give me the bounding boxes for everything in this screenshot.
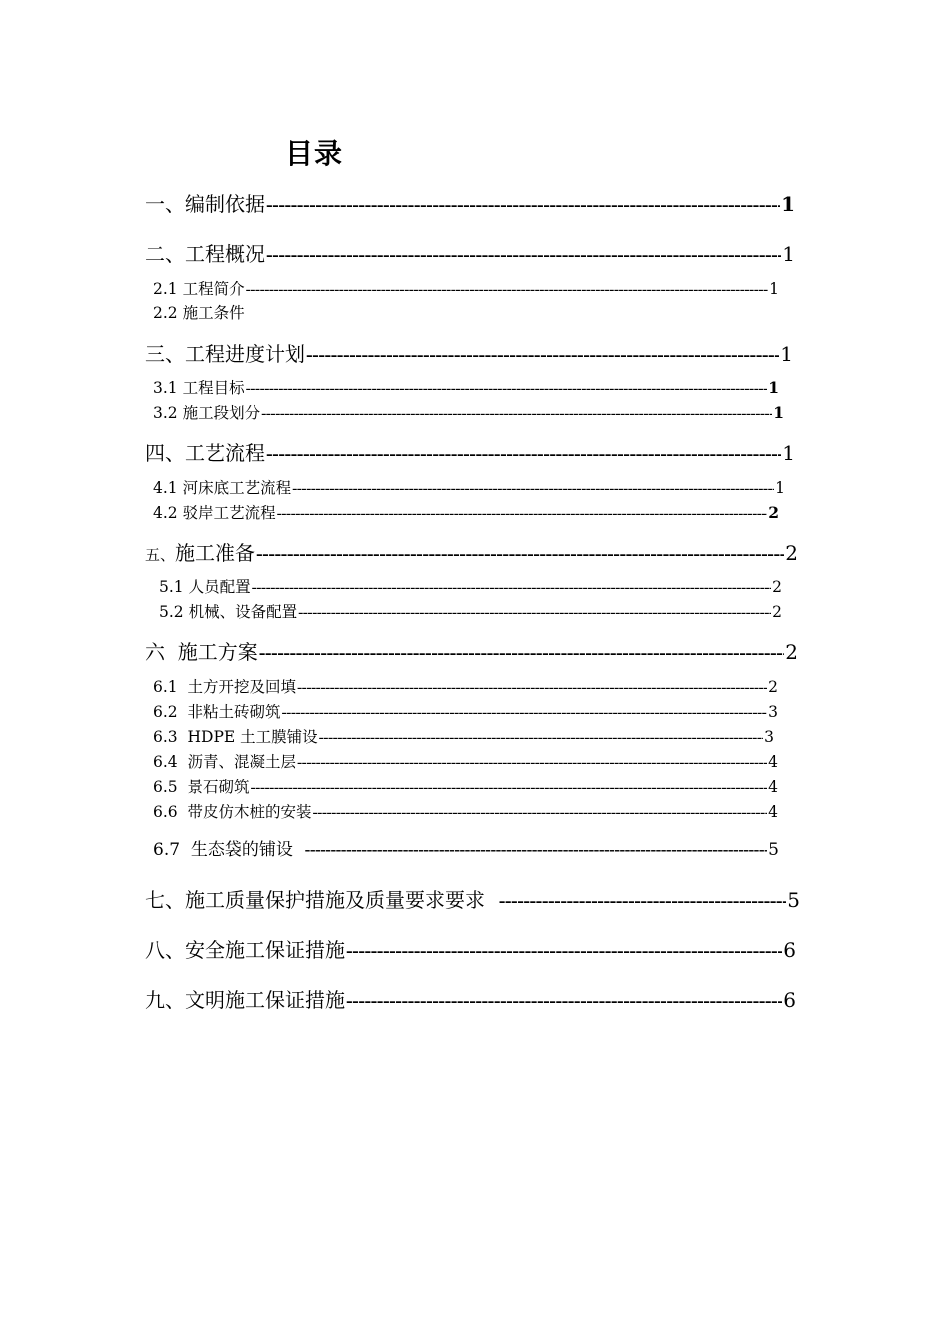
toc-entry-page: 2 bbox=[785, 640, 798, 664]
toc-entry-page: 2 bbox=[785, 541, 798, 565]
toc-entry-label: 6.6 带皮仿木桩的安装 bbox=[153, 803, 312, 821]
toc-entry-label: 2.1 工程简介 bbox=[153, 280, 245, 298]
toc-leader bbox=[261, 405, 772, 423]
toc-entry-page: 1 bbox=[782, 441, 795, 465]
toc-entry-page: 1 bbox=[782, 242, 795, 266]
toc-entry[interactable] bbox=[153, 700, 778, 722]
toc-entry-label: 七、施工质量保护措施及质量要求要求 bbox=[145, 888, 498, 912]
toc-entry-page: 1 bbox=[769, 280, 779, 298]
toc-entry[interactable] bbox=[159, 600, 782, 622]
toc-entry-page: 2 bbox=[772, 603, 782, 621]
toc-leader bbox=[246, 281, 769, 299]
toc-leader bbox=[266, 443, 781, 466]
toc-leader bbox=[499, 890, 787, 913]
toc-entry[interactable] bbox=[153, 775, 778, 797]
toc-entry[interactable] bbox=[145, 537, 798, 566]
toc-entry-label: 5.2 机械、设备配置 bbox=[159, 603, 298, 621]
toc-entry-label bbox=[145, 537, 255, 566]
toc-leader bbox=[252, 579, 772, 597]
toc-entry-label: 九、文明施工保证措施 bbox=[145, 988, 345, 1012]
toc-entry-page: 2 bbox=[768, 503, 779, 522]
toc-entry-page: 4 bbox=[768, 778, 778, 796]
toc-entry[interactable] bbox=[145, 636, 798, 665]
toc-entry[interactable] bbox=[145, 238, 795, 267]
toc-entry[interactable] bbox=[153, 476, 785, 498]
toc-entry-label: 6.2 非粘土砖砌筑 bbox=[153, 703, 281, 721]
toc-entry-page: 1 bbox=[773, 403, 784, 422]
toc-entry-page: 1 bbox=[781, 192, 795, 216]
toc-entry[interactable] bbox=[153, 401, 784, 423]
toc-leader bbox=[251, 779, 768, 797]
toc-leader bbox=[246, 380, 768, 398]
toc-entry-page: 3 bbox=[764, 728, 774, 746]
toc-leader bbox=[277, 505, 768, 523]
toc-entry[interactable] bbox=[153, 376, 779, 398]
toc-leader bbox=[306, 344, 779, 367]
toc-entry-page: 1 bbox=[768, 378, 779, 397]
toc-entry[interactable] bbox=[153, 675, 778, 697]
toc-entry[interactable] bbox=[153, 800, 778, 822]
toc-leader bbox=[292, 480, 774, 498]
toc-entry-label: 3.2 施工段划分 bbox=[153, 404, 261, 422]
toc-entry[interactable] bbox=[153, 750, 778, 772]
toc-leader bbox=[256, 543, 784, 566]
toc-entry-page: 6 bbox=[783, 988, 796, 1012]
toc-entry-label: 2.2 施工条件 bbox=[153, 304, 245, 322]
toc-leader bbox=[297, 679, 767, 697]
toc-entry[interactable] bbox=[153, 835, 779, 860]
toc-entry-page: 1 bbox=[780, 342, 793, 366]
toc-entry-page: 6 bbox=[783, 938, 796, 962]
toc-entry-text: 施工准备 bbox=[175, 541, 256, 565]
toc-entry[interactable] bbox=[153, 725, 774, 747]
toc-entry[interactable] bbox=[153, 301, 453, 323]
toc-entry-page: 2 bbox=[768, 678, 778, 696]
toc-entry[interactable] bbox=[145, 984, 796, 1013]
toc-entry-label: 6.3 HDPE 土工膜铺设 bbox=[153, 728, 318, 746]
toc-entry[interactable] bbox=[145, 188, 795, 217]
toc-leader bbox=[297, 754, 767, 772]
toc-entry[interactable] bbox=[153, 501, 779, 523]
toc-entry-page: 4 bbox=[768, 753, 778, 771]
toc-leader bbox=[298, 604, 771, 622]
toc-entry-label: 6.1 土方开挖及回填 bbox=[153, 678, 297, 696]
toc-entry-label: 4.1 河床底工艺流程 bbox=[153, 479, 292, 497]
toc-entry[interactable] bbox=[153, 277, 779, 299]
toc-entry[interactable] bbox=[145, 884, 800, 913]
toc-leader bbox=[266, 194, 780, 217]
toc-entry-label: 6.5 景石砌筑 bbox=[153, 778, 250, 796]
toc-entry-page: 4 bbox=[768, 803, 778, 821]
toc-leader bbox=[266, 244, 781, 267]
toc-entry-label: 四、工艺流程 bbox=[145, 441, 265, 465]
toc-entry[interactable] bbox=[145, 338, 793, 367]
toc-entry-label: 3.1 工程目标 bbox=[153, 379, 245, 397]
toc-entry-prefix: 五、 bbox=[145, 546, 176, 564]
toc-entry-label: 6.7 生态袋的铺设 bbox=[153, 840, 304, 860]
toc-entry-label: 一、编制依据 bbox=[145, 192, 265, 216]
toc-entry-label: 三、工程进度计划 bbox=[145, 342, 305, 366]
toc-entry[interactable] bbox=[145, 437, 795, 466]
toc-entry-label: 6.4 沥青、混凝土层 bbox=[153, 753, 297, 771]
toc-entry-label: 六 施工方案 bbox=[145, 640, 258, 664]
toc-entry-label: 4.2 驳岸工艺流程 bbox=[153, 504, 276, 522]
toc-entry-page: 2 bbox=[772, 578, 782, 596]
toc-entry[interactable] bbox=[159, 575, 782, 597]
toc-leader bbox=[305, 840, 768, 860]
toc-leader bbox=[319, 729, 764, 747]
toc-entry-page: 1 bbox=[775, 479, 785, 497]
toc-entry-page: 5 bbox=[787, 888, 800, 912]
toc-entry-label: 5.1 人员配置 bbox=[159, 578, 251, 596]
toc-leader bbox=[259, 642, 785, 665]
toc-title: 目录 bbox=[285, 137, 344, 170]
toc-leader bbox=[282, 704, 768, 722]
toc-leader bbox=[346, 990, 782, 1013]
toc-leader bbox=[346, 940, 782, 963]
toc-entry-page: 3 bbox=[768, 703, 778, 721]
toc-leader bbox=[313, 804, 768, 822]
toc-entry-page: 5 bbox=[768, 840, 779, 860]
toc-entry-label: 二、工程概况 bbox=[145, 242, 265, 266]
toc-entry-label: 八、安全施工保证措施 bbox=[145, 938, 345, 962]
toc-entry[interactable] bbox=[145, 934, 796, 963]
